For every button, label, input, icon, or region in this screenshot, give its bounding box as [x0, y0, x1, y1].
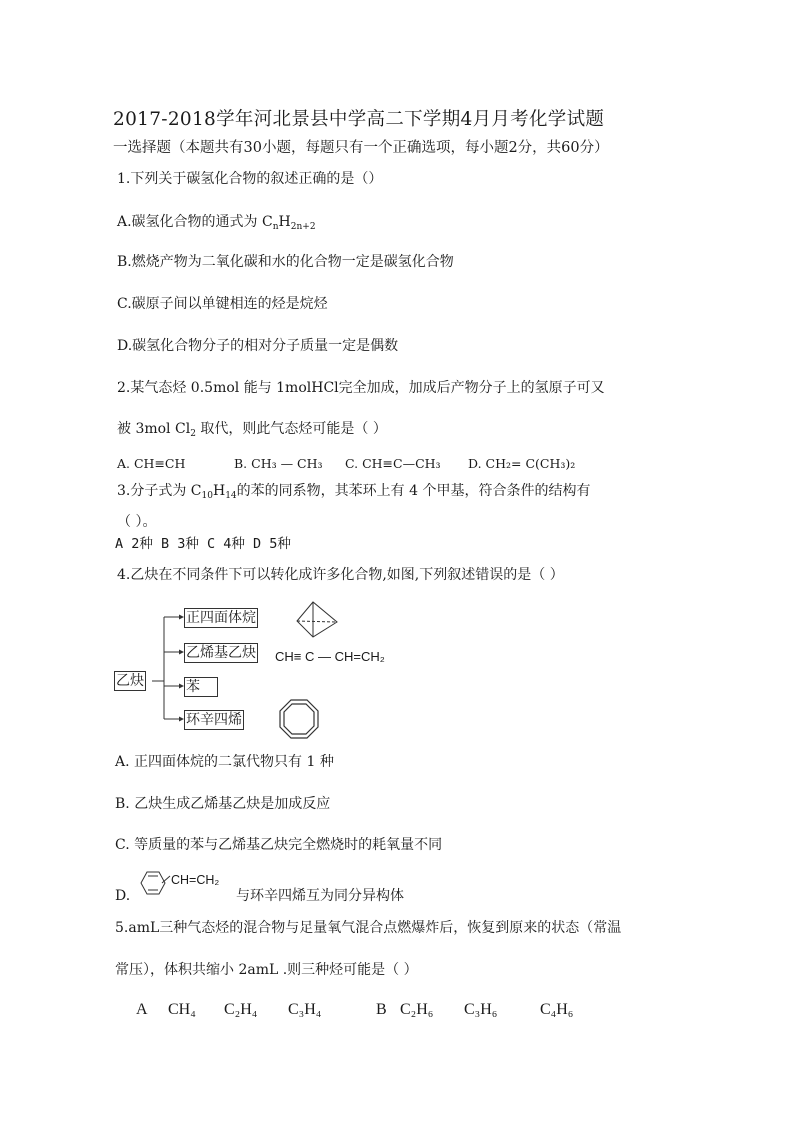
subscript-2: 2 [190, 429, 196, 439]
q3-stem-pre: 3.分子式为 C [117, 483, 202, 499]
hydrogen-symbol: H [278, 214, 291, 230]
question-4-option-a: A. 正四面体烷的二氯代物只有 1 种 [115, 754, 334, 770]
question-5-option-a-label: A [136, 1001, 148, 1018]
subscript-2n2: 2n+2 [290, 222, 316, 232]
target-box-benzene: 苯 [184, 677, 218, 697]
stem2-pre: 被 3mol Cl [117, 421, 191, 437]
question-5-option-a-item3: C₃H₄ [288, 1001, 322, 1018]
question-5-stem-line1: 5.amL三种气态烃的混合物与足量氧气混合点燃爆炸后，恢复到原来的状态（常温 [115, 920, 622, 936]
question-2-option-c: C. CH≡C—CH₃ [345, 456, 441, 471]
section-heading: 一选择题（本题共有30小题，每题只有一个正确选项，每小题2分，共60分） [113, 140, 609, 156]
q3-stem-post: 的苯的同系物，其苯环上有 4 个甲基，符合条件的结构有 [236, 483, 591, 499]
tetrahedron-icon [297, 602, 337, 637]
question-5-option-a-item2: C₂H₄ [224, 1001, 258, 1018]
question-3-paren: （ ）。 [117, 514, 157, 530]
stem2-post: 取代，则此气态烃可能是（ ） [195, 421, 387, 437]
question-5-stem-line2: 常压），体积共缩小 2amL .则三种烃可能是（ ） [115, 962, 418, 978]
question-3-options: A 2种 B 3种 C 4种 D 5种 [115, 536, 291, 552]
question-5-option-a-item1: CH₄ [168, 1001, 196, 1018]
option-a-text: A.碳氢化合物的通式为 C [117, 214, 273, 230]
question-1-stem: 1.下列关于碳氢化合物的叙述正确的是（） [117, 171, 383, 187]
benzene-ring-icon [141, 872, 170, 894]
source-box-acetylene: 乙炔 [116, 673, 144, 689]
question-4-stem: 4.乙炔在不同条件下可以转化成许多化合物,如图,下列叙述错误的是（ ） [117, 567, 564, 583]
question-5-option-b-label: B [376, 1001, 387, 1018]
question-4-option-c: C. 等质量的苯与乙烯基乙炔完全燃烧时的耗氧量不同 [115, 837, 443, 853]
subscript-n: n [272, 222, 279, 232]
q3-hydrogen: H [212, 483, 226, 499]
question-1-option-c: C.碳原子间以单键相连的烃是烷烃 [117, 296, 328, 312]
question-2-option-a: A. CH≡CH [117, 456, 186, 471]
question-1-option-b: B.燃烧产物为二氧化碳和水的化合物一定是碳氢化合物 [117, 254, 454, 270]
question-2-stem-line1: 2.某气态烃 0.5mol 能与 1molHCl完全加成，加成后产物分子上的氢原子可又 [117, 380, 605, 396]
subscript-10: 10 [201, 491, 213, 501]
page-title: 2017-2018学年河北景县中学高二下学期4月月考化学试题 [113, 109, 605, 130]
question-5-option-b-item1: C₂H₆ [400, 1001, 434, 1018]
target-box-tetrahedrane: 正四面体烷 [186, 610, 256, 626]
question-1-option-d: D.碳氢化合物分子的相对分子质量一定是偶数 [117, 338, 399, 354]
target-box-cyclooctatetraene: 环辛四烯 [186, 712, 242, 728]
target-box-vinylacetylene: 乙烯基乙炔 [186, 645, 256, 661]
subscript-14: 14 [225, 491, 237, 501]
octagon-ring-icon [280, 700, 318, 738]
question-2-option-d: D. CH₂= C(CH₃)₂ [468, 456, 576, 471]
question-2-option-b: B. CH₃ — CH₃ [234, 456, 323, 471]
question-4-option-d-label: D. [115, 888, 131, 904]
question-4-option-b: B. 乙炔生成乙烯基乙炔是加成反应 [115, 796, 331, 812]
question-5-option-b-item3: C₄H₆ [540, 1001, 574, 1018]
question-4-option-d-text: 与环辛四烯互为同分异构体 [236, 888, 404, 904]
vinylacetylene-formula: CH≡ C — CH=CH₂ [275, 649, 385, 664]
styrene-vinyl-group: CH=CH₂ [171, 873, 220, 887]
question-5-option-b-item2: C₃H₆ [464, 1001, 498, 1018]
